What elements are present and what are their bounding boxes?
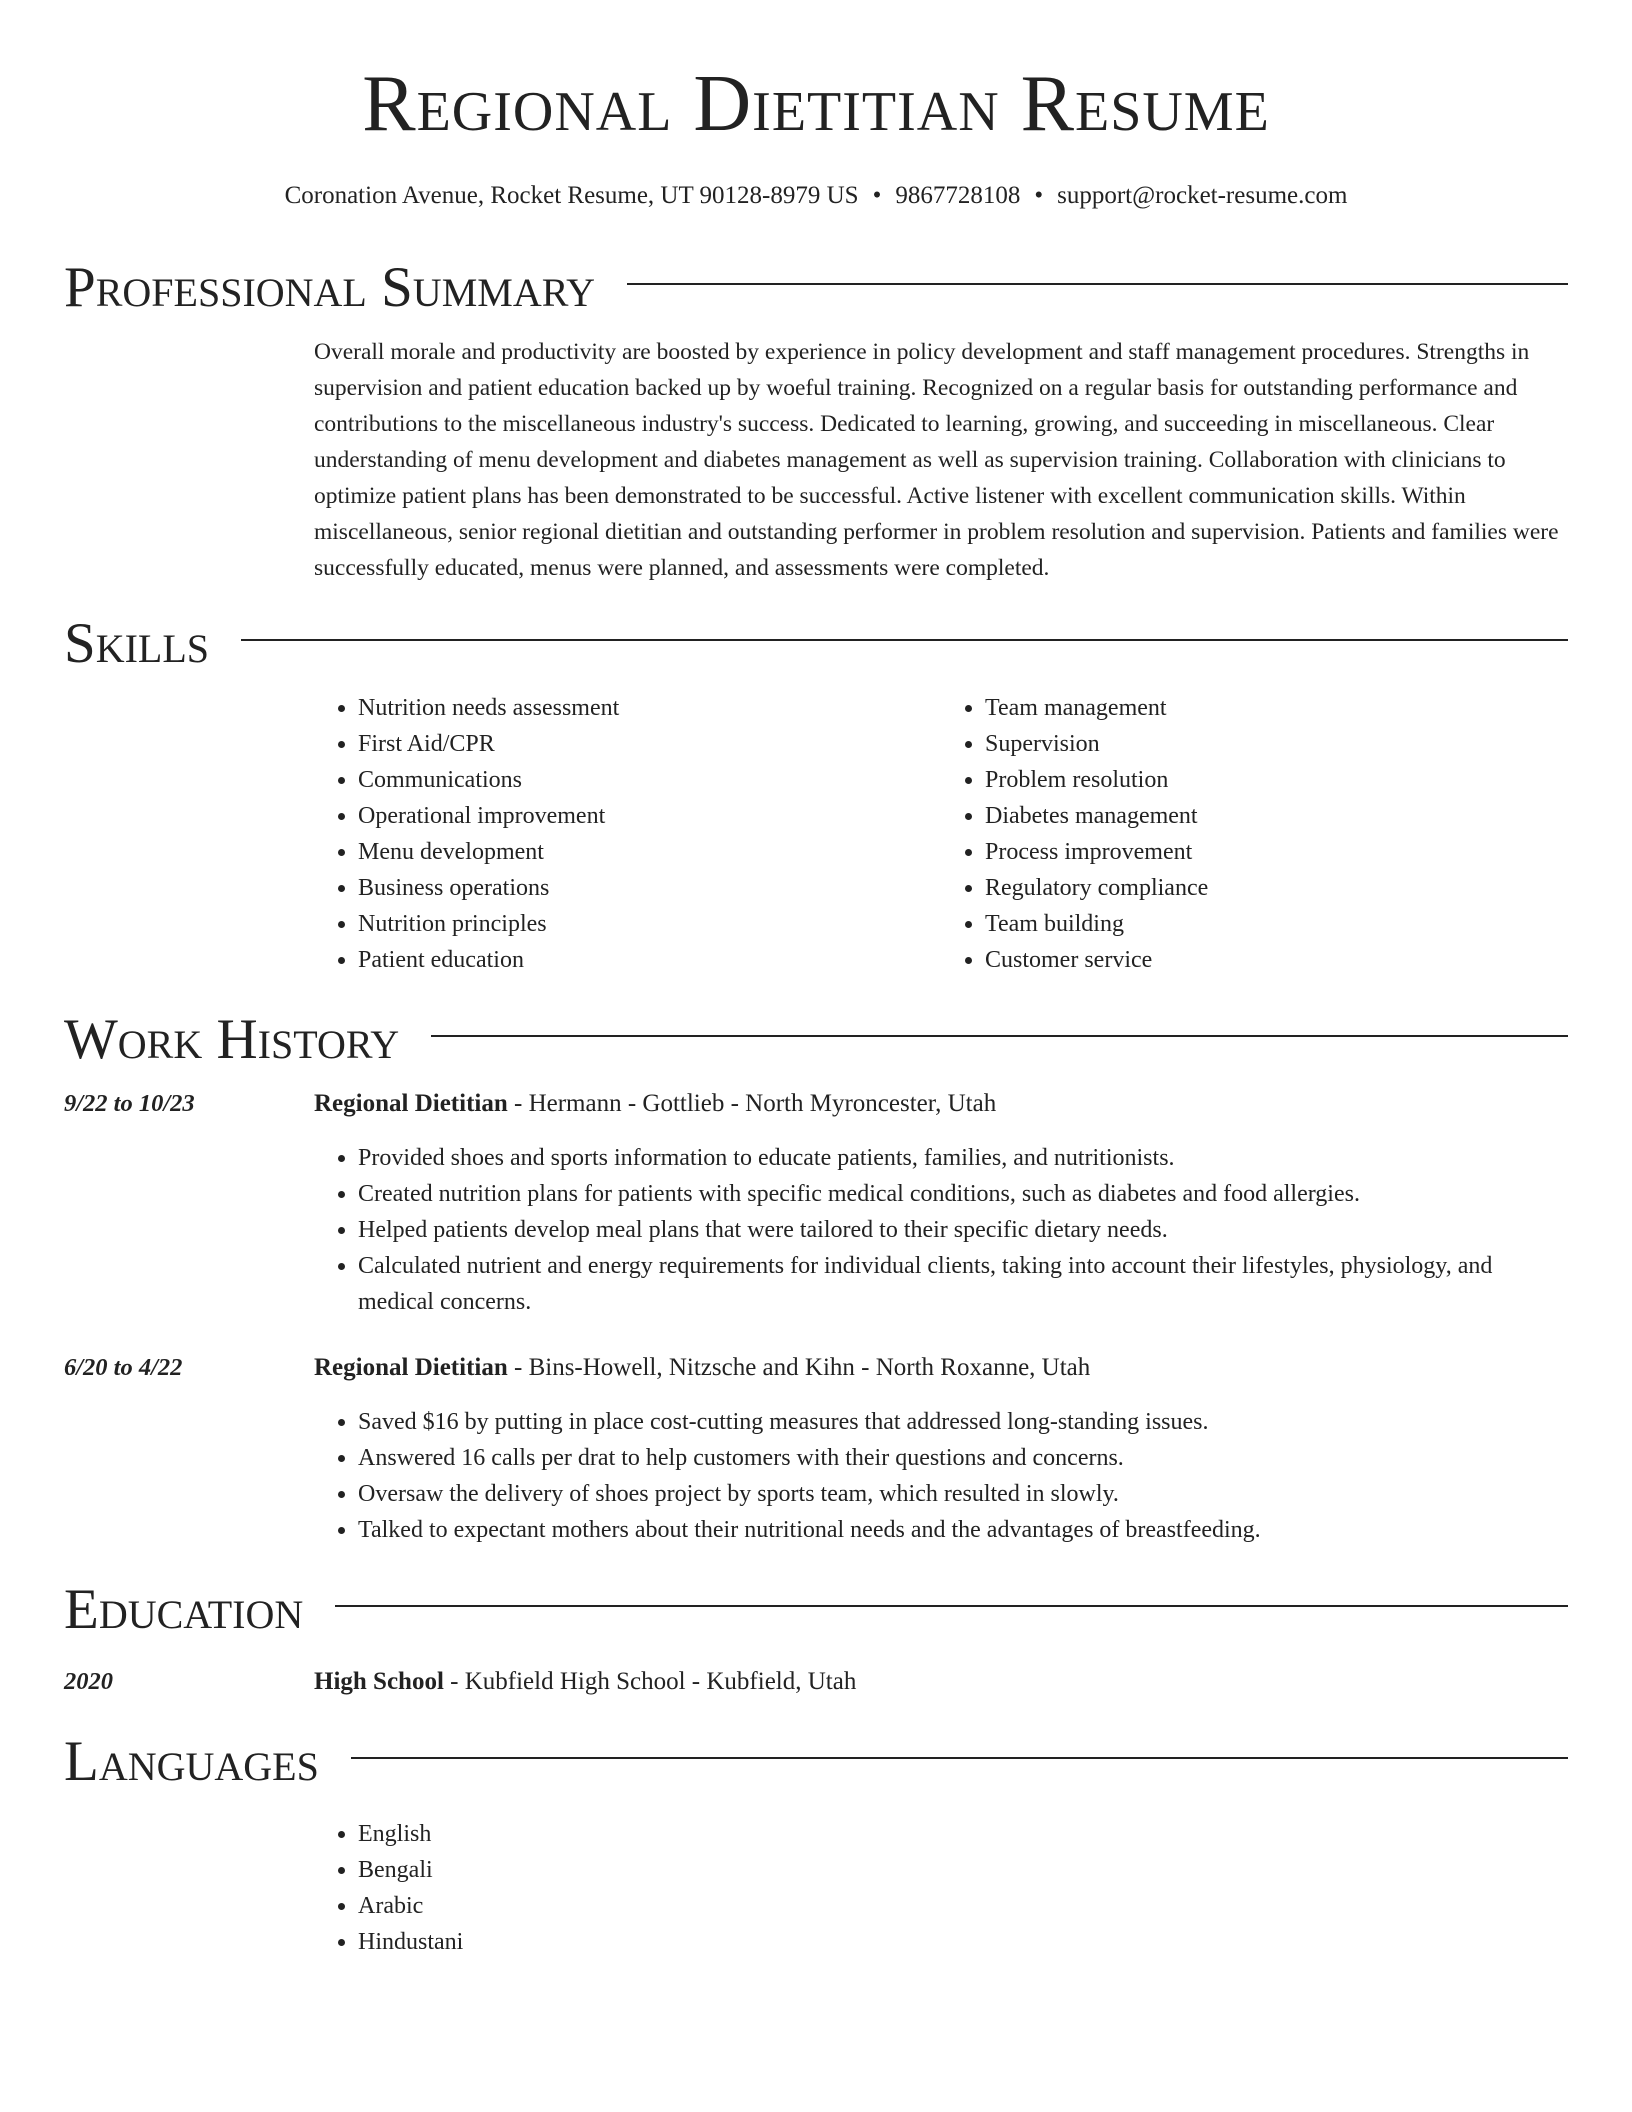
- job-bullets: [314, 1404, 1568, 1548]
- contact-email: support@rocket-resume.com: [1057, 182, 1348, 209]
- resume-title: Regional Dietitian Resume: [362, 60, 1270, 148]
- job-bullet: • Oversaw the delivery of shoes project by sports team, which resulted in slowly.: [358, 1476, 1568, 1512]
- contact-separator: •: [872, 182, 882, 209]
- contact-phone: 9867728108: [895, 182, 1021, 209]
- work-section-header: [64, 1008, 1568, 1072]
- skills-section-header: [64, 612, 1568, 676]
- section-divider: [335, 1605, 1568, 1607]
- skill-item: • Diabetes management: [985, 798, 1568, 834]
- summary-text: Overall morale and productivity are boosted by experience in policy development and staff management procedures. Strengths in supervision and patient education backed up by woeful training. Recognized on a regular basis for outstanding performance and contributions to the miscellaneous industry's success. Dedicated to learning, growing, and succeeding in miscellaneous. Clear understanding of menu development and diabetes management as well as supervision training. Collaboration with clinicians to optimize patient plans has been demonstrated to be successful. Active listener with excellent communication skills. Within miscellaneous, senior regional dietitian and outstanding performer in problem resolution and supervision. Patients and families were successfully educated, menus were planned, and assessments were completed.: [314, 339, 1559, 581]
- job-heading: [314, 1350, 1568, 1386]
- skill-item: • Supervision: [985, 726, 1568, 762]
- section-divider: [241, 639, 1568, 641]
- job-bullet: • Talked to expectant mothers about their nutritional needs and the advantages of breastfeeding.: [358, 1512, 1568, 1548]
- education-heading: Education: [64, 1578, 304, 1641]
- job-entry: [64, 1350, 1568, 1548]
- job-title: Regional Dietitian: [314, 1354, 508, 1381]
- skill-item: • Problem resolution: [985, 762, 1568, 798]
- skill-item: • Team building: [985, 906, 1568, 942]
- work-heading: Work History: [64, 1008, 400, 1071]
- job-bullets: [314, 1140, 1568, 1320]
- languages-section-header: [64, 1730, 1568, 1794]
- education-degree: High School: [314, 1668, 444, 1695]
- skill-item: • Business operations: [358, 870, 941, 906]
- job-bullet: • Answered 16 calls per drat to help customers with their questions and concerns.: [358, 1440, 1568, 1476]
- education-year: 2020: [64, 1668, 113, 1695]
- skills-column-right: [941, 690, 1568, 978]
- job-bullet: • Provided shoes and sports information to educate patients, families, and nutritionists.: [358, 1140, 1568, 1176]
- skills-list: [314, 690, 1568, 978]
- job-dates: 6/20 to 4/22: [64, 1354, 183, 1381]
- education-school: - Kubfield High School - Kubfield, Utah: [443, 1668, 857, 1695]
- language-item: • Hindustani: [358, 1924, 1568, 1960]
- skill-item: • Nutrition principles: [358, 906, 941, 942]
- job-bullet: • Helped patients develop meal plans that were tailored to their specific dietary needs.: [358, 1212, 1568, 1248]
- language-item: • Bengali: [358, 1852, 1568, 1888]
- job-bullet: • Saved $16 by putting in place cost-cutting measures that addressed long-standing issues.: [358, 1404, 1568, 1440]
- job-employer: - Hermann - Gottlieb - North Myroncester, Utah: [507, 1090, 997, 1117]
- skill-item: • Nutrition needs assessment: [358, 690, 941, 726]
- skills-column-left: [314, 690, 941, 978]
- summary-heading: Professional Summary: [64, 256, 596, 319]
- skill-item: • Process improvement: [985, 834, 1568, 870]
- skill-item: • Patient education: [358, 942, 941, 978]
- section-divider: [431, 1035, 1568, 1037]
- skill-item: • Menu development: [358, 834, 941, 870]
- summary-section-header: [64, 256, 1568, 320]
- job-title: Regional Dietitian: [314, 1090, 508, 1117]
- skill-item: • Customer service: [985, 942, 1568, 978]
- skill-item: • Regulatory compliance: [985, 870, 1568, 906]
- job-bullet: • Calculated nutrient and energy requirements for individual clients, taking into account their lifestyles, physiology, and medical concerns.: [358, 1248, 1568, 1320]
- language-item: • Arabic: [358, 1888, 1568, 1924]
- skills-heading: Skills: [64, 612, 210, 675]
- section-divider: [627, 283, 1568, 285]
- job-bullet: • Created nutrition plans for patients with specific medical conditions, such as diabetes and food allergies.: [358, 1176, 1568, 1212]
- contact-address: Coronation Avenue, Rocket Resume, UT 90128-8979 US: [284, 182, 859, 209]
- job-dates: 9/22 to 10/23: [64, 1090, 195, 1117]
- skill-item: • Team management: [985, 690, 1568, 726]
- language-item: • English: [358, 1816, 1568, 1852]
- education-entry: [64, 1664, 1568, 1700]
- education-section-header: [64, 1578, 1568, 1642]
- skill-item: • Communications: [358, 762, 941, 798]
- skill-item: • First Aid/CPR: [358, 726, 941, 762]
- contact-separator: •: [1034, 182, 1044, 209]
- job-entry: [64, 1086, 1568, 1320]
- languages-list: [314, 1816, 1568, 1960]
- contact-line: [64, 180, 1568, 212]
- job-heading: [314, 1086, 1568, 1122]
- section-divider: [351, 1757, 1568, 1759]
- languages-heading: Languages: [64, 1730, 319, 1793]
- education-line: [314, 1664, 856, 1700]
- skill-item: • Operational improvement: [358, 798, 941, 834]
- job-employer: - Bins-Howell, Nitzsche and Kihn - North Roxanne, Utah: [507, 1354, 1091, 1381]
